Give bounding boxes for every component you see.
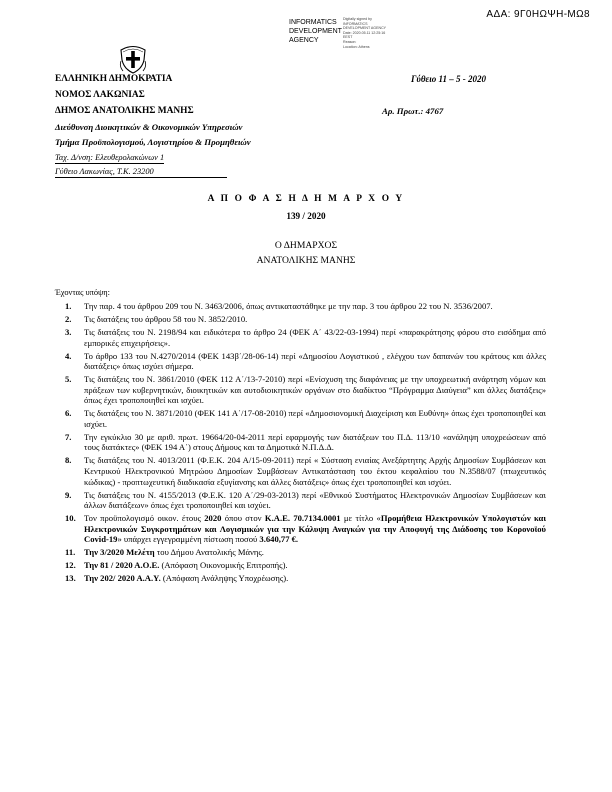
list-item [65,455,546,487]
document-date: Γύθειο 11 – 5 - 2020 [411,74,486,84]
item-reference: Την 3/2020 Μελέτη [84,547,155,558]
ada-code: ΑΔΑ: 9Γ0ΗΩΨΗ-ΜΩ8 [486,9,590,20]
item-text: Το άρθρο 133 του Ν.4270/2014 (ΦΕΚ 143β΄/28-06-14) περί «Δημοσίου Λογιστικού , ελέγχου των δαπανών του κράτους και άλλες διατάξεις» όπως ισχύει σήμερα. [84,350,546,372]
item-text: Τις διατάξεις του άρθρου 58 του Ν. 3852/2010. [84,313,248,324]
item-text: (Απόφαση Ανάληψης Υποχρέωσης). [160,573,289,584]
agency-line: INFORMATICS [289,19,337,26]
budget-text: Τον προϋπολογισμό οικον. έτους [84,513,205,524]
prefecture-name: ΝΟΜΟΣ ΛΑΚΩΝΙΑΣ [55,90,145,100]
list-item [65,513,546,545]
item-reference: Την 81 / 2020 Α.Ο.Ε. [84,560,160,571]
budget-text: με τίτλο « [340,513,381,524]
item-number: 6. [65,408,72,419]
item-reference: Την 202/ 2020 Α.Α.Υ. [84,573,161,584]
signature-line: DEVELOPMENT AGENCY [343,26,387,31]
budget-year: 2020 [204,513,222,524]
greek-coat-of-arms-icon [118,44,148,74]
municipality-heading: ΑΝΑΤΟΛΙΚΗΣ ΜΑΝΗΣ [256,255,356,266]
item-number: 3. [65,326,72,337]
decision-number: 139 / 2020 [286,211,326,221]
item-number: 7. [65,431,72,442]
item-text: (Απόφαση Οικονομικής Επιτροπής). [159,560,288,571]
digital-signature-block [343,17,386,49]
signature-line: Reason: [343,39,357,44]
signature-line: EEST [343,35,353,40]
list-item [65,560,546,571]
signature-line: Digitally signed by [343,17,372,21]
protocol-number: Αρ. Πρωτ.: 4767 [382,106,444,116]
item-text: Τις διατάξεις του Ν. 4013/2011 (Φ.Ε.Κ. 204 Α/15-09-2011) περί « Σύσταση ενιαίας Ανεξάρτητης Αρχής Δημοσίων Συμβάσεων και Κεντρικού Ηλεκτρονικού Μητρώου Δημοσίων Συμβάσεων Αντικατάσταση του έκτου κεφαλαίου του Ν.3588/07 (πτωχευτικός κώδικας) - προπτωχευτική διαδικασία εξυγίανσης και άλλες διατάξεις» όπως έχει τροποποιηθεί και ισχύει. [84,455,546,487]
list-item [65,313,546,325]
item-text: Τις διατάξεις του Ν. 3871/2010 (ΦΕΚ 141 Α΄/17-08-2010) περί «Δημοσιονομική Διαχείριση και Ευθύνη» όπως έχει τροποποιηθεί και ισχύει. [84,408,546,429]
item-text: Την παρ. 4 του άρθρου 209 του Ν. 3463/2006, όπως αντικαταστάθηκε με την παρ. 3 του άρθρου 22 του Ν. 3536/2007. [84,301,493,311]
municipality-name: ΔΗΜΟΣ ΑΝΑΤΟΛΙΚΗΣ ΜΑΝΗΣ [55,106,194,116]
item-text: Τις διατάξεις του Ν. 3861/2010 (ΦΕΚ 112 Α΄/13-7-2010) περί «Ενίσχυση της διαφάνειας με την υποχρεωτική ανάρτηση νόμων και πράξεων των κυβερνητικών, διοικητικών και αυτοδιοικητικών οργάνων στο διαδίκτυο “Πρόγραμμα Διαύγεια” και άλλες διατάξεις» όπως έχει τροποποιηθεί και ισχύει. [84,374,546,406]
item-number: 2. [65,313,72,324]
mayor-heading: Ο ΔΗΜΑΡΧΟΣ [274,240,338,251]
item-text: του Δήμου Ανατολικής Μάνης. [154,547,264,558]
procurement-title: Προμήθεια Ηλεκτρονικών Υπολογιστών και Ηλεκτρονικών Συγκροτημάτων και Λογισμικών για την Κάλυψη Αναγκών για την Αποφυγή της Διάδοσης του Κορονοϊού Covid-19 [84,513,546,545]
budget-code: Κ.Α.Ε. 70.7134.0001 [264,513,341,524]
agency-name [289,18,342,45]
item-text: Τις διατάξεις του Ν. 4155/2013 (Φ.Ε.Κ. 120 Α΄/29-03-2013) περί «Εθνικού Συστήματος Ηλεκτρονικών Δημοσίων Συμβάσεων και άλλων διατάξεων» όπως έχει τροποποιηθεί και ισχύει. [84,489,546,511]
item-number: 5. [65,374,72,385]
department-name: Τμήμα Προϋπολογισμού, Λογιστηρίου & Προμηθειών [55,137,251,147]
list-item [65,573,546,584]
budget-text: » υπάρχει εγγεγραμμένη πίστωση ποσού [117,534,260,545]
list-item [65,408,546,429]
item-number: 9. [65,489,72,500]
item-number: 4. [65,350,72,361]
list-item [65,431,546,453]
credit-amount: 3.640,77 €. [259,534,299,545]
decision-title: Α Π Ο Φ Α Σ Η Δ Η Μ Α Ρ Χ Ο Υ [207,194,405,204]
address-line [55,153,164,162]
item-number: 11. [65,547,76,558]
list-item [65,326,546,348]
agency-line: DEVELOPMENT [289,28,342,35]
list-item [65,547,546,558]
considering-label: Έχοντας υπόψη: [55,288,110,297]
item-text: Τις διατάξεις του Ν. 2198/94 και ειδικότερα το άρθρο 24 (ΦΕΚ Α΄ 43/22-03-1994) περί «παρακράτησης φόρου στο εισόδημα από εμπορικές επιχειρήσεις». [84,326,546,348]
city-text: Γύθειο Λακωνίας, Τ.Κ. 23200 [55,167,227,178]
city-line [55,167,227,178]
agency-line: AGENCY [289,37,319,44]
item-number: 13. [65,573,76,584]
signature-line: Location: Athens [343,44,370,49]
list-item [65,374,546,406]
country-name: ΕΛΛΗΝΙΚΗ ΔΗΜΟΚΡΑΤΙΑ [55,74,173,84]
considerations-list [65,301,546,586]
item-number: 1. [65,301,72,311]
item-text: Την εγκύκλιο 30 με αριθ. πρωτ. 19664/20-04-2011 περί εφαρμογής των διατάξεων του Π.Δ. 113/10 «ανάληψη υποχρεώσεων από τους διατάκτες» (ΦΕΚ 194 Α΄) στους Δήμους και τα Δημοτικά Ν.Π.Δ.Δ. [84,431,546,453]
list-item [65,350,546,372]
item-number: 8. [65,455,72,466]
list-item [65,489,546,511]
item-number: 12. [65,560,76,571]
budget-text: όπου στον [221,513,265,524]
list-item [65,301,546,312]
address-text: Ταχ. Δ/νση: Ελευθερολακώνων 1 [55,153,165,162]
signature-line: Date: 2020.05.11 12:25:16 [343,30,386,35]
directorate-name: Διεύθυνση Διοικητικών & Οικονομικών Υπηρεσιών [55,122,243,132]
item-number: 10. [65,513,76,524]
signature-line: INFORMATICS [343,21,368,26]
